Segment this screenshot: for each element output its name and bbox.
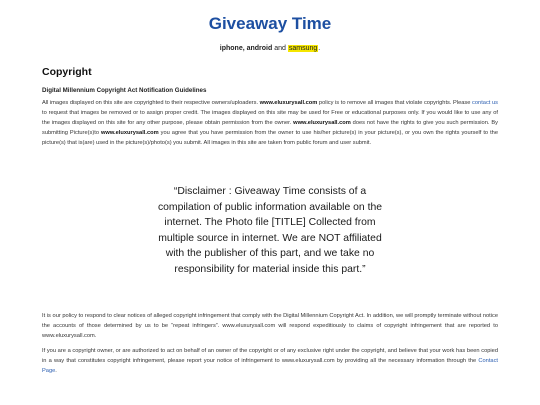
p3-text: If you are a copyright owner, or are authorized to act on behalf of an owner of the copyright or of any exclusive right under the copyright, and believe that your work has been copied in a way that constitutes copyright infringement, please report your notice of infringement to www.eluxurysall.com by providing all the necessary information through the xyxy=(42,348,498,364)
tagline-end: . xyxy=(318,45,321,52)
dmca-subheading: Digital Millennium Copyright Act Notification Guidelines xyxy=(42,87,207,94)
p1-text: All images displayed on this site are copyrighted to their respective owners/uploaders. xyxy=(42,100,260,106)
site-domain: www.eluxurysall.com xyxy=(259,100,318,106)
contact-us-link[interactable]: contact us xyxy=(472,100,498,106)
p1-text: policy is to remove all images that violate copyrights. Please xyxy=(317,100,473,106)
p1-text: does not have the rights to give you such permission. By submitting Picture(s)to xyxy=(42,119,498,136)
site-title[interactable]: Giveaway Time xyxy=(208,14,332,33)
page-title: Copyright xyxy=(42,66,92,78)
report-paragraph xyxy=(42,347,498,377)
policy-paragraph: It is our policy to respond to clear notices of alleged copyright infringement that comply with the Digital Millennium Copyright Act. In addition, we will promptly terminate without notice the accounts of those determined by us to be “repeat infringers”. www.eluxurysall.com will respond expeditiously to claims of copyright infringement that are reported to www.eluxurysall.com. xyxy=(42,313,498,339)
tagline xyxy=(0,45,540,52)
tagline-and: and xyxy=(272,45,288,52)
p1-text: you agree that you have permission from the owner to use his/her picture(s) in your picture(s), or you own the rights yourself to the picture(s) that is(are) used in the picture(s)/photo(s) you submit. All images in this site are taken from public forum and user submit. xyxy=(42,129,498,146)
disclaimer-quote: “Disclaimer : Giveaway Time consists of a compilation of public information available on the internet. The Photo file [TITLE] Collected from multiple source in internet. We are NOT affiliated with the publisher of this part, and we take no responsibility for material inside this part.” xyxy=(157,186,383,275)
copyright-paragraph xyxy=(42,99,498,149)
contact-page-link[interactable]: Contact Page xyxy=(42,357,498,374)
p3-end: . xyxy=(55,367,57,374)
site-domain: www.eluxurysall.com xyxy=(293,119,351,126)
p1-text: to request that images be removed or to assign proper credit. The images displayed on this site may be used for Free or educational purposes only. If you would like to use any of the images displayed on this site for any other purpose, please obtain permission from the owner. xyxy=(42,109,498,126)
tagline-devices: iphone, android xyxy=(219,45,273,52)
tagline-highlight: samsung xyxy=(288,45,318,52)
site-domain: www.eluxurysall.com xyxy=(101,129,159,136)
